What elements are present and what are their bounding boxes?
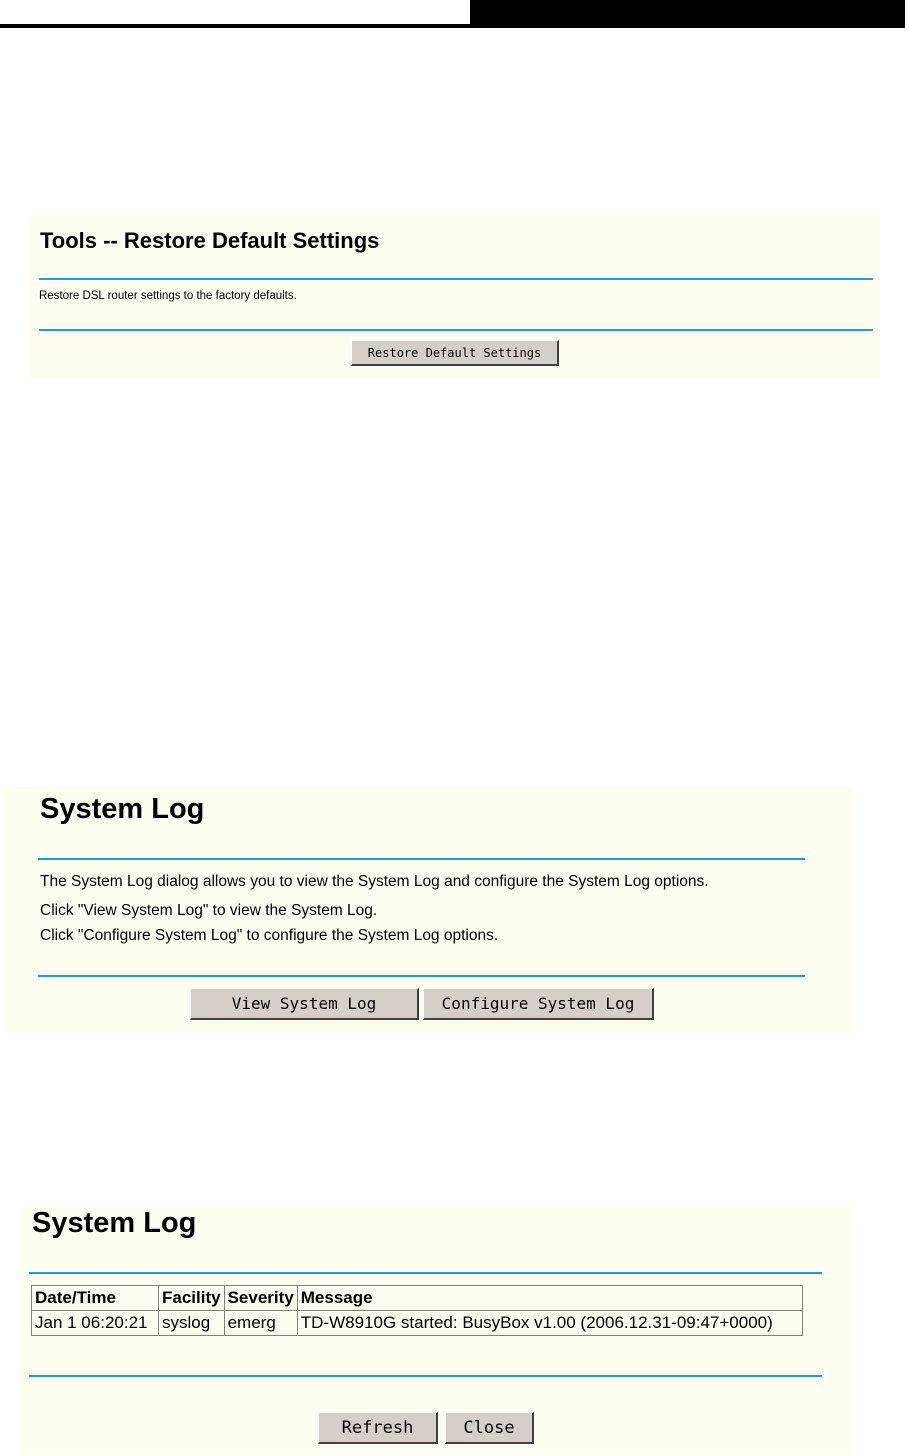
system-log-table [31,1285,803,1336]
close-button[interactable]: Close [445,1412,534,1444]
column-header-facility: Facility [159,1286,225,1311]
configure-system-log-button[interactable]: Configure System Log [423,988,654,1020]
syslog-description-line: The System Log dialog allows you to view the System Log and configure the System Log options. [40,873,709,890]
page-title: Tools -- Restore Default Settings [40,228,380,253]
refresh-button[interactable]: Refresh [318,1412,438,1444]
divider [38,975,805,977]
table-header-row [32,1286,803,1311]
syslog-description-line: Click "Configure System Log" to configure the System Log options. [40,927,499,944]
system-log-view-panel [19,1207,852,1455]
restore-default-panel [29,216,880,379]
restore-default-button[interactable]: Restore Default Settings [351,340,559,366]
divider [29,1375,822,1377]
header-bar [470,0,905,24]
page-title: System Log [40,793,205,825]
cell-facility: syslog [159,1311,225,1336]
restore-description: Restore DSL router settings to the factory defaults. [39,290,297,302]
table-row [32,1311,803,1336]
system-log-panel [4,787,853,1033]
divider [39,329,873,331]
header-rule [0,24,905,28]
cell-severity: emerg [224,1311,297,1336]
page-title: System Log [32,1207,197,1239]
syslog-description-line: Click "View System Log" to view the System Log. [40,902,378,919]
view-system-log-button[interactable]: View System Log [190,988,419,1020]
divider [29,1272,822,1274]
column-header-message: Message [297,1286,802,1311]
column-header-datetime: Date/Time [32,1286,159,1311]
column-header-severity: Severity [224,1286,297,1311]
divider [38,858,805,860]
cell-message: TD-W8910G started: BusyBox v1.00 (2006.12.31-09:47+0000) [297,1311,802,1336]
cell-datetime: Jan 1 06:20:21 [32,1311,159,1336]
divider [39,278,873,280]
